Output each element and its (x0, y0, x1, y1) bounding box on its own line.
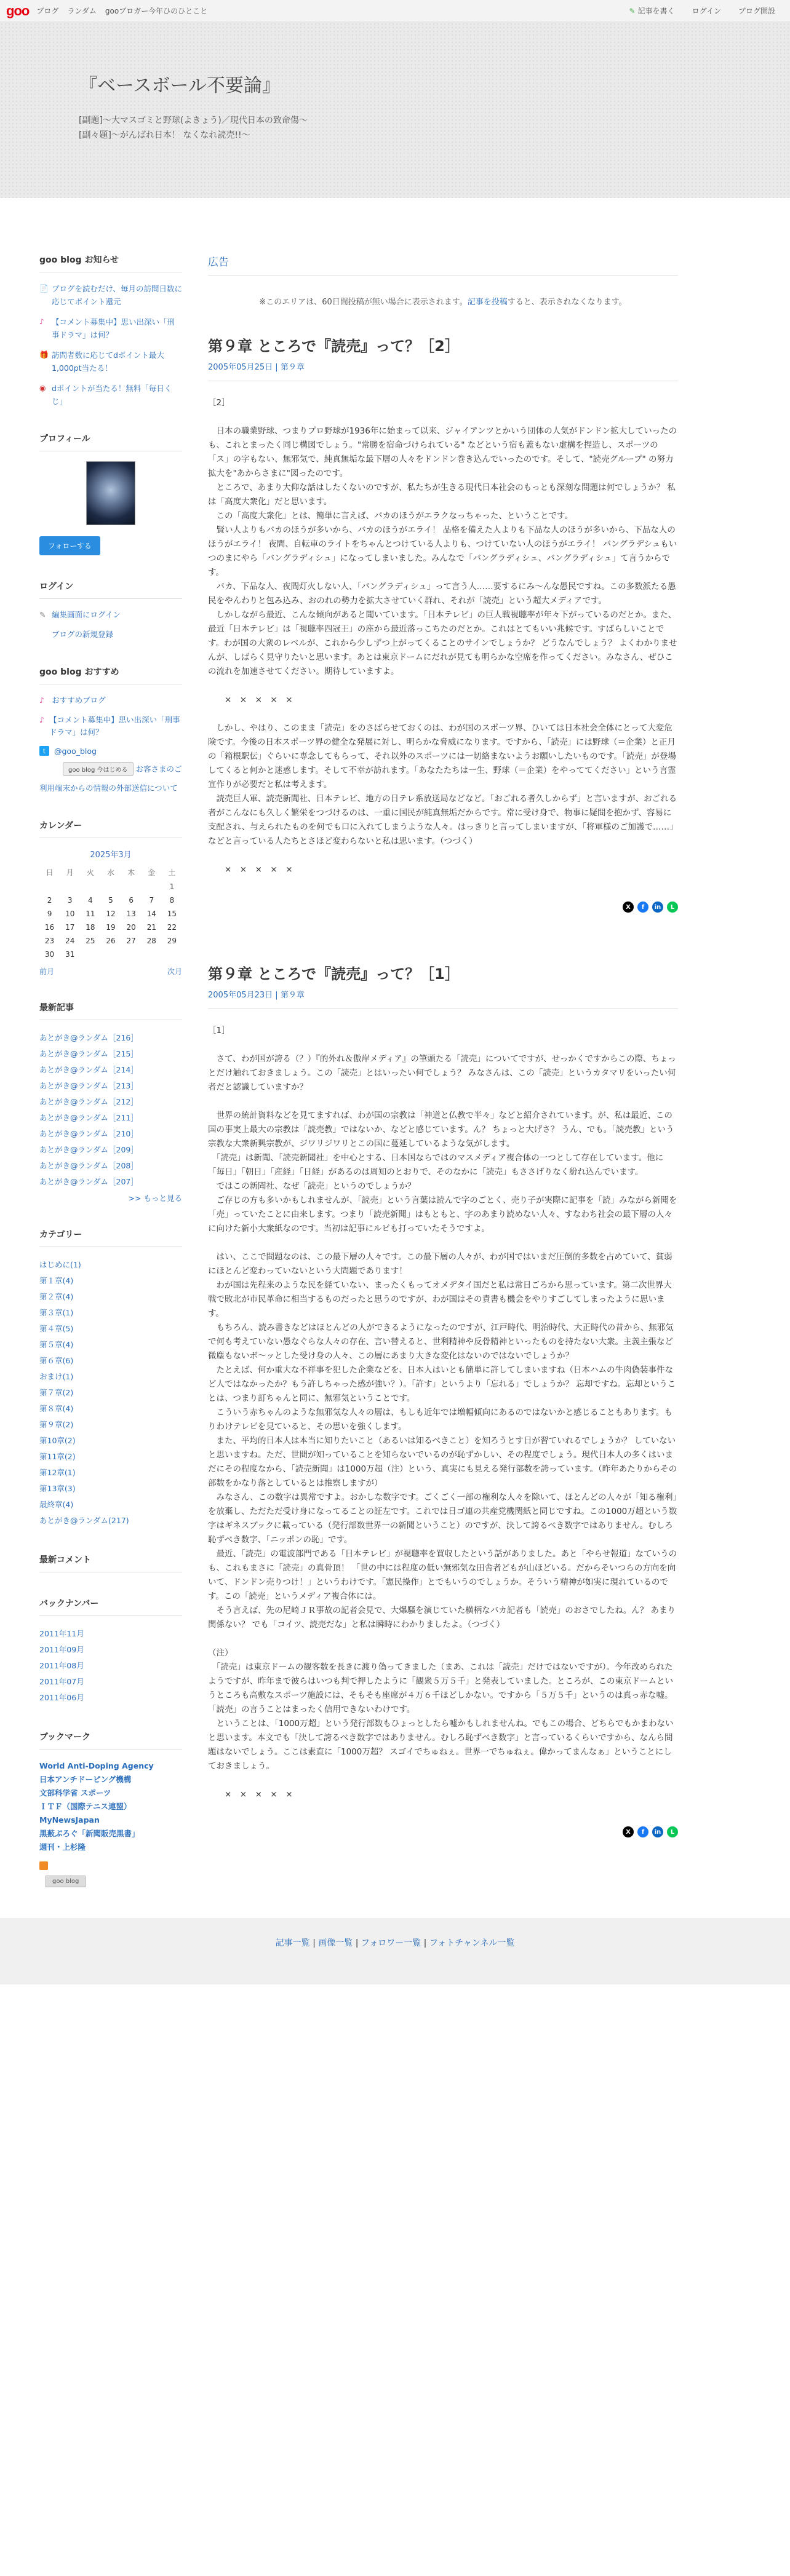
more-link[interactable]: >> もっと見る (128, 1194, 182, 1203)
recent-box (39, 1001, 182, 1203)
recent-article-link[interactable]: あとがき@ランダム［209］ (39, 1145, 138, 1154)
entry-body (208, 396, 678, 877)
paragraph-gap (208, 1773, 678, 1788)
entry-paragraph: 「読売」は東京ドームの観客数を長きに渡り偽ってきました（まあ、これは「読売」だけではないですが）。今年改められたようですが、昨年まで彼らはいつも判で押したように「観衆５万５千」と発表していました。ところが、この東京ドームというところも高敷なスポーツ施設には、そもそも座席が４万６千ほどしかない。ですから「５万５千」というのは真っ赤な嘘。「読売」の言うことはまったく信用できないわけです。 (208, 1662, 673, 1714)
recent-article-link[interactable]: あとがき@ランダム［208］ (39, 1161, 138, 1170)
recent-article-link[interactable]: あとがき@ランダム［215］ (39, 1049, 138, 1058)
comments-box (39, 1553, 182, 1572)
paragraph-gap (208, 1038, 678, 1052)
calendar-day: 11 (86, 910, 95, 918)
blog-title[interactable]: 『ベースボール不要論』 (79, 75, 281, 97)
entry-paragraph: また、平均的日本人は本当に知りたいこと（あるいは知るべきこと）を知ろうとす日が習ていれるでしょうか？ していないと思いますね。ただ、世間が知っていることを知らないでいるのが恥ずかしい、その程度でしょう。現代日本人の多くはいまだにその程度なから、「読売新聞」は1000万超（注）という、真実にも見える発行部数を誇っています。（昨年あたりからその部数をかなり落としているとは推察しますが） (208, 1436, 677, 1488)
paragraph-gap (208, 1632, 678, 1646)
category-link[interactable]: 第９章(2) (39, 1420, 74, 1429)
goo-logo[interactable]: goo (6, 2, 30, 18)
category-link[interactable]: あとがき@ランダム(217) (39, 1516, 129, 1525)
profile-box (39, 432, 182, 555)
paragraph-gap (208, 707, 678, 721)
bookmark-link[interactable]: MyNewsJapan (39, 1815, 100, 1825)
entry (208, 962, 678, 1837)
calendar-day: 26 (106, 937, 116, 945)
recent-article-link[interactable]: あとがき@ランダム［212］ (39, 1097, 138, 1106)
calendar-day: 8 (169, 896, 175, 905)
edit-login-link[interactable]: ✎ 編集画面にログイン (39, 609, 182, 621)
calendar-day: 31 (65, 950, 75, 959)
calendar-weekday: 水 (106, 868, 114, 877)
calendar-day: 20 (126, 923, 136, 932)
recent-heading: 最新記事 (39, 1001, 182, 1020)
category-box (39, 1228, 182, 1529)
calendar-day: 9 (47, 910, 52, 918)
paragraph-gap (208, 1236, 678, 1250)
sidebar (39, 198, 182, 1912)
profile-avatar[interactable] (86, 461, 135, 525)
calendar-weekday: 土 (168, 868, 176, 877)
twitter-icon: t (39, 746, 49, 756)
entry-meta-separator: | (273, 363, 281, 372)
category-link[interactable]: 第４章(5) (39, 1324, 74, 1333)
backnumber-link[interactable]: 2011年09月 (39, 1645, 84, 1654)
entry-paragraph: 世界の統計資料などを見てますれば、わが国の宗教は「神道と仏教で半々」などと紹介されています。が、私は最近、この国の事実上最大の宗教は「読売教」ではないか、などと感じています。ん？ ちょっと大げさ？ うん、でも。「読売教」という宗教な大衆新興宗教が、ジワリジワリとこの国に蔓延しているような気がします。 (208, 1111, 674, 1149)
calendar-month: 2025年3月 (90, 850, 132, 860)
gift-icon: 🎁 (39, 351, 49, 359)
backnumber-heading: バックナンバー (39, 1597, 182, 1616)
calendar-week (39, 921, 182, 934)
music-icon: ♪ (39, 696, 44, 705)
calendar-day: 3 (67, 896, 73, 905)
goo-blog-start-badge[interactable]: goo blog 今はじめる (63, 762, 134, 776)
calendar-day (121, 948, 142, 961)
entry-meta (208, 360, 678, 381)
recommend-item[interactable]: ♪ おすすめブログ (39, 694, 182, 707)
backnumber-link[interactable]: 2011年06月 (39, 1693, 84, 1702)
entry-paragraph: しかし、やはり、このまま「読売」をのさばらせておくのは、わが国のスポーツ界、ひいては日本社会全体にとって大変危険です。今後の日本スポーツ界の健全な発展に対し、明らかな脅威になります。ですから、「読売」には野球（＝企業）と正月の「箱根駅伝」ぐらいに専念してもらって、それ以外のスポーツには一切絡まないようお願いしたいものです。「読売」が登場してくると何かと迷惑します。そして不幸が訪れます。「あなたたちは一生、野球（＝企業）をやっててください」という言霊宣作りが必要だと私は考えます。 (208, 723, 676, 790)
calendar-day: 30 (44, 950, 55, 959)
category-heading: カテゴリー (39, 1228, 182, 1247)
backnumber-link[interactable]: 2011年11月 (39, 1629, 84, 1638)
entry-paragraph: ［2］ (208, 398, 230, 408)
entry-paragraph: もちろん、読み書きなどはほとんどの人ができるようになったのですが、江戸時代、明治時代、大正時代の昔から、無邪気で何も考えていない愚なぐらな人々の存在、言い替えると、世利精神や反骨精神といったものを持たない大衆。主義主張など微塵もないボ〜ッとした受け身の人々、この層にあまり大きな変化はないのではないでしょうか？ (208, 1323, 674, 1361)
entry-paragraph: 賢い人よりもバカのほうが多いから、バカのほうがエライ！ 品格を備えた人よりも下品な人のほうが多いから、下品な人のほうがエライ！ 夜間、自転車のライトをちゃんとつけている人よりも、つけていない人のほうがエライ！ バングラデシュもいつのまにやら「バングラディシュ」になってしまいました。みんなで「バングラディシュ、バングラディシュ」て言うからです。 (208, 525, 677, 577)
entry-paragraph: しかしながら最近、こんな傾向があると聞いています。「日本テレビ」の巨人戦視聴率が年々下がっているのだとか。また、最近「日本テレビ」は「視聴率四冠王」の座から最近落っこちたのだとか。これはとてもいい兆候です。すばらしいことです。わが国の大衆のレベルが、これから少しずつ上がってくることのサインでしょうか？ どうなんでしょう？ よくわかりませんが、しばらく見守りたいと思います。あとは東京ドームにだれが見ても明らかな空席を作ってください。みなさん、ぜひこの流れを加速させてください。期待していますよ。 (208, 610, 677, 676)
recent-article-link[interactable]: あとがき@ランダム［213］ (39, 1081, 138, 1090)
entry-paragraph: 読売巨人軍、読売新聞社、日本テレビ、地方の日テレ系放送局などなど。「おごれる者久しからず」と言いますが、おごれる者がこんなにも久しく繁栄をつづけるのは、一重に国民が純真無垢だからです。常に受け身で、物事に疑問を抱かず、容易に支配され、与えられたものを何でも口に入れてしまうような人々。はっきりと言ってしまいますが、「将軍様のご加護で……」などと言っている人たちとさほど変わらないと私は思います。（つづく） (208, 794, 678, 846)
calendar-day: 24 (65, 937, 75, 945)
footer-link[interactable]: フォトチャンネル一覧 (429, 1938, 515, 1948)
paragraph-gap (208, 410, 678, 424)
pen-icon: ✎ (629, 7, 636, 15)
calendar-day (100, 880, 121, 894)
recommend-box (39, 665, 182, 795)
entry-category-link[interactable]: 第９章 (280, 363, 305, 372)
ad-note: ※このエリアは、60日間投稿が無い場合に表示されます。記事を投稿すると、表示されなくなります。 (259, 298, 627, 307)
calendar-day (142, 948, 162, 961)
recent-article-link[interactable]: あとがき@ランダム［207］ (39, 1177, 138, 1186)
facebook-icon[interactable]: f (637, 1826, 648, 1837)
bookmark-link[interactable]: 黒薮ぶろぐ「新聞販売黒書」 (39, 1829, 140, 1838)
footer-separator: | (309, 1938, 319, 1948)
calendar-day: 7 (149, 896, 154, 905)
calendar-day: 18 (86, 923, 95, 932)
calendar-day: 22 (167, 923, 177, 932)
entry-paragraph: 「読売」は新聞、「読売新聞社」を中心とする、日本国ならではのマスメディア複合体の一つとして存在しています。他に「毎日」「朝日」「産経」「日経」があるのは周知のとおりで、そのなかに「読売」もささげりなく紛れ込んでいます。 (208, 1153, 664, 1177)
profile-heading: プロフィール (39, 432, 182, 451)
entry-date-link[interactable]: 2005年05月25日 (208, 363, 273, 372)
entry-paragraph: こういう赤ちゃんのような無邪気な人々の層は、もしも近年では増幅傾向にあるのではないかと感じることもあります。もりわけテレビを見ていると、その思いを強くします。 (208, 1408, 672, 1432)
recent-article-link[interactable]: あとがき@ランダム［211］ (39, 1113, 138, 1122)
calendar-weekday: 日 (46, 868, 54, 877)
entry-paragraph: × × × × × (208, 1789, 293, 1799)
blog-subtitle-2: [副々題]〜がんばれ日本！ なくなれ読売!!〜 (79, 130, 250, 140)
category-link[interactable]: 第２章(4) (39, 1292, 74, 1301)
entry-meta (208, 988, 678, 1009)
notice-heading: goo blog お知らせ (39, 253, 182, 272)
calendar-day (162, 948, 182, 961)
login-box (39, 580, 182, 641)
calendar-day: 29 (167, 937, 177, 945)
entry-paragraph: ところで、あまり大仰な話はしたくないのですが、私たちが生きる現代日本社会のもっとも深刻な問題は何でしょうか？ 私は「高度大衆化」だと思います。 (208, 483, 676, 507)
ad-heading: 広告 (208, 253, 678, 275)
entry-paragraph: みなさん、この数字は異常ですよ。おかしな数字です。ごくごく一部の権利な人々を除いて、ほとんどの人々が「知る権利」を放棄し、ただただ受け身になってることの証左です。これでは日ゴ連の共産党機関紙と同じですね。この1000万超という数字はギネスブックに載っている（発行部数世界一の新聞ということ）のですが、決して誇るべき数字ではありません。むしろ恥ずべき数字、「ニッポンの恥」です。 (208, 1492, 677, 1545)
line-icon[interactable]: L (667, 1826, 678, 1837)
footer (0, 1918, 790, 1984)
paragraph-gap (208, 849, 678, 863)
calendar-day (100, 948, 121, 961)
bookmark-link[interactable]: 週刊・上杉隆 (39, 1842, 86, 1852)
calendar-day: 17 (65, 923, 75, 932)
entry-title[interactable]: 第９章 ところで『読売』って？［2］ (208, 338, 460, 355)
entry-paragraph: たとえば、何か重大な不祥事を犯した企業などを、日本人はいとも簡単に許してしまいますね（日本ハムの牛肉偽装事件など人ではなかったか？もう許しちゃった感が強い？）。「許す」というより「忘れる」でしょうか？ 忘却ですね。忘却ということは、つまり訂ちゃんと同に、無邪気ということです。 (208, 1365, 676, 1403)
calendar-weekday: 月 (66, 868, 74, 877)
calendar-day: 28 (146, 937, 156, 945)
calendar-day (80, 880, 100, 894)
entry-paragraph: そう言えば、先の尼崎ＪＲ事故の記者会見で、大爆騒を演じていた横柄なバカ記者も「読売」のおさでしたね。ん？ あまり関係ない？ でも「コイツ、読売だな」と私は瞬時にわかりましたよ。（つづく） (208, 1606, 676, 1630)
paragraph-gap (208, 1095, 678, 1109)
calendar-day: 19 (106, 923, 116, 932)
topbar-link-blog[interactable]: ブログ (36, 7, 59, 15)
footer-separator: | (421, 1938, 429, 1948)
topbar-link-hitokoto[interactable]: gooブロガー今年ひのひとこと (105, 7, 208, 15)
recommend-heading: goo blog おすすめ (39, 665, 182, 684)
footer-link[interactable]: 画像一覧 (318, 1938, 353, 1948)
category-link[interactable]: 第３章(1) (39, 1308, 74, 1317)
entry-paragraph: さて、わが国が誇る（？）『的外れ＆傲岸メディア』の筆頭たる「読売」についてですが、せっかくですからこの際、ちょっとだけ触れておきましょう。この「読売」とはいったい何でしょう？ みなさんは、この「読売」というカタマリをいったい何者だと認識していますか？ (208, 1054, 676, 1092)
calendar-day: 21 (146, 923, 156, 932)
calendar-day: 2 (47, 896, 52, 905)
entry-paragraph: ということは、「1000万超」という発行部数もひょっとしたら嘘かもしれませんね。でもこの場合、どちらでもかまわないと思います。本文でも「決して誇るべき数字ではありません。むしろ恥ずべき数字」と言っているくらいですから、なんら問題はないでしょう。ここは素直に「1000万超？ スゴイでちゅねぇ。世界一でちゅねぇ。偉かってまんなぁ」ということにしておきましょう。 (208, 1719, 674, 1771)
calendar-day (60, 880, 80, 894)
topbar-link-random[interactable]: ランダム (67, 7, 97, 15)
notice-item[interactable]: 📄 ブログを読むだけ、毎月の訪問日数に応じてポイント還元 (39, 282, 182, 308)
footer-link[interactable]: 記事一覧 (275, 1938, 310, 1948)
external-transmission-link[interactable]: お客さまのご利用端末からの情報の外部送信について (39, 764, 182, 793)
bookmark-box (39, 1730, 182, 1887)
entry-paragraph: この「高度大衆化」とは、簡単に言えば、バカのほうがエラクなっちゃった、ということです。 (208, 511, 573, 521)
music-icon: ♪ (39, 715, 44, 724)
rss-icon[interactable] (39, 1861, 48, 1870)
next-month-link[interactable]: 次月 (167, 967, 182, 976)
calendar-day (142, 880, 162, 894)
calendar-day: 25 (86, 937, 95, 945)
category-link[interactable]: 第10章(2) (39, 1436, 76, 1445)
category-link[interactable]: おまけ(1) (39, 1372, 74, 1381)
entry-paragraph: ではこの新聞社、なぜ「読売」というのでしょうか？ (208, 1181, 416, 1191)
entry-paragraph: ご存じの方も多いかもしれませんが、「読売」という言葉は読んで字のごとく、売り子が実際に記事を「読」みながら新聞を「売」っていたことに由来します。つまり「読売新聞」はもともと、字のあまり読めない人々、すなわち社会の最下層の人々に向けた新小大衆紙なのです。当初は記事にルビも打っていたそうですよ。 (208, 1195, 677, 1234)
calendar-table (39, 848, 182, 961)
calendar-nav (39, 966, 182, 977)
linkedin-icon[interactable]: in (652, 1826, 663, 1837)
entry-title[interactable]: 第９章 ところで『読売』って？［1］ (208, 965, 460, 983)
bookmark-link[interactable]: 日本アンチドーピング機構 (39, 1775, 132, 1784)
calendar-weekday: 火 (86, 868, 94, 877)
calendar-day: 14 (146, 910, 156, 918)
calendar-week (39, 880, 182, 894)
twitter-link[interactable]: t @goo_blog (39, 746, 182, 756)
d-point-icon: ◉ (39, 384, 46, 392)
entry-paragraph: わが国は先程来のような民を経ていない、まったくもってオメデタイ国だと私は常日ごろから思っています。第二次世界大戦で敗北が市民革命に相当するものだったと思うのですが、わが国はその責書も機会をやりすごしてしまったように思います。 (208, 1280, 672, 1318)
calendar-day: 1 (169, 882, 175, 891)
main-content (208, 198, 678, 1912)
pen-icon: ✎ (39, 610, 46, 619)
entry-paragraph: 日本の職業野球、つまりプロ野球が1936年に始まって以来、ジャイアンツとかいう団体の人気がドンドン拡大していったのも、これとまったく同じ構図でしょう。"常勝を宿命づけられている" などという宿も蓋もない虚構を捏造し、スポーツの「ス」の字もない、無邪気で、純真無垢な最下層の人々をドンドン巻き込んでいったのです。そして、"読売グループ" の努力拡大を"あからさまに"図ったのです。 (208, 426, 677, 478)
calendar-day (121, 880, 142, 894)
entry-category-link[interactable]: 第９章 (280, 991, 305, 1000)
login-link[interactable]: ログイン (692, 7, 721, 15)
calendar-weekday: 木 (127, 868, 135, 877)
recommend-item[interactable]: ♪ 【コメント募集中】思い出深い「刑事ドラマ」は何？ (39, 714, 182, 739)
prev-month-link[interactable]: 前月 (39, 967, 55, 976)
entry-meta-separator: | (273, 991, 281, 1000)
backnumber-box (39, 1597, 182, 1706)
calendar-day: 23 (44, 937, 55, 945)
start-blog-link[interactable]: ブログ開設 (738, 7, 775, 15)
paragraph-gap (208, 679, 678, 693)
follow-button[interactable]: フォローする (39, 536, 100, 555)
calendar-day: 6 (129, 896, 134, 905)
category-link[interactable]: 最終章(4) (39, 1500, 74, 1509)
category-link[interactable]: 第７章(2) (39, 1388, 74, 1397)
topbar-right (629, 6, 784, 16)
category-link[interactable]: 第１章(4) (39, 1276, 74, 1285)
bookmark-link[interactable]: 文部科学省 スポーツ (39, 1788, 111, 1797)
entry-paragraph: はい、ここで問題なのは、この最下層の人々です。この最下層の人々が、わが国ではいまだ圧倒的多数を占めていて、貧弱にほとんど変わっていないという大問題であります！ (208, 1252, 672, 1276)
entry-paragraph: （注） (208, 1648, 233, 1658)
calendar-day: 5 (108, 896, 113, 905)
category-link[interactable]: 第５章(4) (39, 1340, 74, 1349)
entry-date-link[interactable]: 2005年05月23日 (208, 991, 273, 1000)
share-buttons (208, 902, 678, 913)
calendar-day: 13 (126, 910, 136, 918)
entry (208, 334, 678, 913)
category-link[interactable]: 第13章(3) (39, 1484, 76, 1493)
linkedin-icon[interactable]: in (652, 902, 663, 913)
dot-icon (39, 628, 48, 641)
category-link[interactable]: 第６章(6) (39, 1356, 74, 1365)
category-link[interactable]: はじめに(1) (39, 1260, 81, 1269)
music-icon: ♪ (39, 317, 44, 326)
top-navigation-bar (0, 0, 790, 22)
calendar-day: 10 (65, 910, 75, 918)
line-icon[interactable]: L (667, 902, 678, 913)
calendar-heading: カレンダー (39, 819, 182, 838)
x-icon[interactable]: X (623, 1826, 634, 1837)
login-heading: ログイン (39, 580, 182, 599)
calendar-week (39, 948, 182, 961)
calendar-week (39, 934, 182, 948)
x-icon[interactable]: X (623, 902, 634, 913)
recent-article-link[interactable]: あとがき@ランダム［216］ (39, 1033, 138, 1042)
bookmark-link[interactable]: ＩＴＦ（国際テニス連盟） (39, 1802, 132, 1811)
entry-paragraph: 最近、「読売」の電波部門である「日本テレビ」が視聴率を買収したという話がありました。あと「やらせ報道」なていうのも、これもまさに「読売」の真骨頂！ 「世の中には程度の低い無邪気な田舎者どもが山ほどいる。だからそいつらの方向を向いて、ドンドン売りつけ！」というわけです。「憲民操作」とでもいうのでしょうか。そういう精神が如実に現れているのです。この「読売」というメディア複合体には。 (208, 1549, 677, 1601)
entry-paragraph: バカ、下品な人、夜間灯火しない人、「バングラディシュ」って言う人……要するにみ〜んな愚民ですね。この多数派たる愚民をやんわりと包み込み、おのれの勢力を拡大させていく群れ、それが「読売」という超大メディアです。 (208, 582, 676, 606)
signup-link[interactable]: ブログの新規登録 (39, 628, 182, 641)
category-link[interactable]: 第11章(2) (39, 1452, 76, 1461)
notice-item[interactable]: ♪ 【コメント募集中】思い出深い「刑事ドラマ」は何？ (39, 315, 182, 341)
calendar-week (39, 907, 182, 921)
entry-body (208, 1024, 678, 1802)
facebook-icon[interactable]: f (637, 902, 648, 913)
write-article-link[interactable]: ✎ 記事を書く (629, 7, 675, 15)
footer-links (0, 1918, 790, 1949)
calendar-week (39, 894, 182, 907)
recent-article-link[interactable]: あとがき@ランダム［214］ (39, 1065, 138, 1074)
calendar-day (39, 880, 60, 894)
footer-separator: | (353, 1938, 361, 1948)
category-link[interactable]: 第12章(1) (39, 1468, 76, 1477)
entry-paragraph: ［1］ (208, 1026, 230, 1036)
recent-article-link[interactable]: あとがき@ランダム［210］ (39, 1129, 138, 1138)
share-buttons (208, 1826, 678, 1837)
comments-heading: 最新コメント (39, 1553, 182, 1572)
entry-paragraph: × × × × × (208, 865, 293, 874)
calendar-day: 4 (88, 896, 93, 905)
post-article-link[interactable]: 記事を投稿 (467, 298, 508, 307)
calendar-day: 12 (106, 910, 116, 918)
calendar-day: 16 (44, 923, 55, 932)
notice-item[interactable]: ◉ dポイントが当たる！無料「毎日くじ」 (39, 382, 182, 408)
footer-link[interactable]: フォロワー一覧 (361, 1938, 421, 1948)
blog-subtitle-1: [副題]〜大マスゴミと野球(よきょう)／現代日本の致命傷〜 (79, 116, 308, 125)
blog-header (0, 22, 790, 198)
calendar-day (80, 948, 100, 961)
category-link[interactable]: 第８章(4) (39, 1404, 74, 1413)
bookmark-link[interactable]: World Anti-Doping Agency (39, 1761, 154, 1770)
backnumber-link[interactable]: 2011年07月 (39, 1677, 84, 1686)
notice-box (39, 253, 182, 408)
bookmark-heading: ブックマーク (39, 1730, 182, 1750)
calendar-day: 15 (167, 910, 177, 918)
entry-paragraph: × × × × × (208, 695, 293, 705)
calendar-box (39, 819, 182, 977)
calendar-day: 27 (126, 937, 136, 945)
notice-item[interactable]: 🎁 訪問者数に応じてdポイント最大1,000pt当たる！ (39, 349, 182, 375)
backnumber-link[interactable]: 2011年08月 (39, 1661, 84, 1670)
calendar-weekday: 金 (148, 868, 156, 877)
document-icon: 📄 (39, 284, 49, 293)
goo-blog-badge[interactable]: goo blog (46, 1876, 86, 1887)
